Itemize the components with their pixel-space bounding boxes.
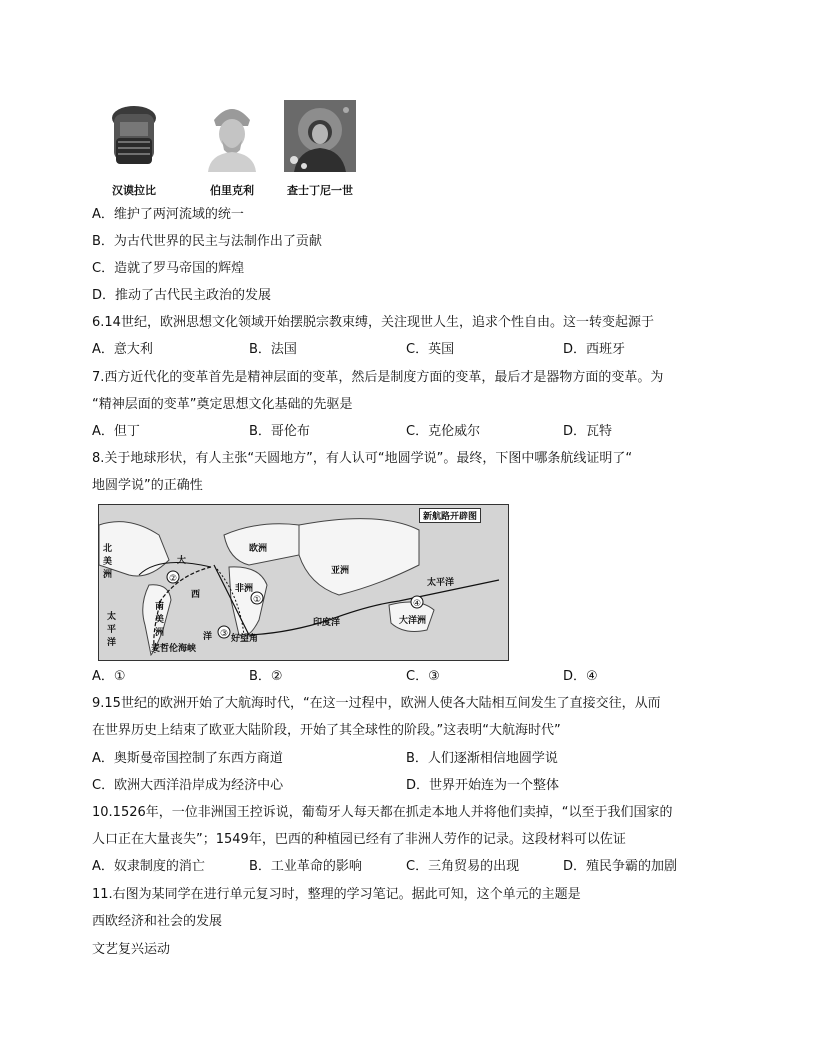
map-label: 大洋洲 <box>399 616 427 626</box>
q9-option-b: B．人们逐渐相信地圆学说 <box>406 751 558 766</box>
q6-stem: 6.14世纪，欧洲思想文化领域开始摆脱宗教束缚，关注现世人生，追求个性自由。这一转变起源于 <box>92 315 654 330</box>
map-label: 太平洋 <box>107 612 117 648</box>
map-label: 大 <box>177 556 187 566</box>
justinian-mosaic-image <box>284 100 356 172</box>
q5-option-d: D．推动了古代民主政治的发展 <box>92 288 272 303</box>
map-label: 南美洲 <box>155 602 165 638</box>
map-label: 非洲 <box>235 584 254 594</box>
q6-option-d: D．西班牙 <box>563 342 626 357</box>
route-label: ② <box>168 574 178 584</box>
q9-option-d: D．世界开始连为一个整体 <box>406 778 560 793</box>
q8-option-a: A．① <box>92 669 126 684</box>
map-label: 洋 <box>203 632 213 642</box>
q10-option-c: C．三角贸易的出现 <box>406 859 520 874</box>
q7-option-d: D．瓦特 <box>563 424 613 439</box>
map-label: 太平洋 <box>427 578 455 588</box>
q11-note-line2: 文艺复兴运动 <box>92 942 171 957</box>
route-label: ④ <box>412 599 422 609</box>
map-label: 北美洲 <box>103 544 113 580</box>
q6-option-b: B．法国 <box>249 342 297 357</box>
map-label: 印度洋 <box>313 618 341 628</box>
q8-option-b: B．② <box>249 669 283 684</box>
hammurabi-statue-image <box>98 100 170 172</box>
q7-option-c: C．克伦威尔 <box>406 424 481 439</box>
q10-stem-line2: 人口正在大量丧失”；1549年，巴西的种植园已经有了非洲人劳作的记录。这段材料可以佐证 <box>92 832 626 847</box>
q6-option-a: A．意大利 <box>92 342 153 357</box>
portrait-caption: 查士丁尼一世 <box>287 184 353 197</box>
map-title: 新航路开辟图 <box>419 508 481 523</box>
new-routes-map <box>98 504 509 661</box>
map-label: 麦哲伦海峡 <box>151 644 197 654</box>
route-label: ① <box>252 595 262 605</box>
q10-option-b: B．工业革命的影响 <box>249 859 362 874</box>
q9-stem-line2: 在世界历史上结束了欧亚大陆阶段，开始了其全球性的阶段。”这表明“大航海时代” <box>92 723 561 738</box>
q10-option-a: A．奴隶制度的消亡 <box>92 859 205 874</box>
portrait-caption: 伯里克利 <box>210 184 254 197</box>
q10-stem-line1: 10.1526年，一位非洲国王控诉说，葡萄牙人每天都在抓走本地人并将他们卖掉，“以至于我们国家的 <box>92 805 673 820</box>
q5-option-c: C．造就了罗马帝国的辉煌 <box>92 261 245 276</box>
map-label: 西 <box>191 590 201 600</box>
q8-stem-line2: 地圆学说”的正确性 <box>92 478 203 493</box>
q8-stem-line1: 8.关于地球形状，有人主张“天圆地方”，有人认可“地圆学说”。最终，下图中哪条航线证明了“ <box>92 451 633 466</box>
route-label: ③ <box>219 629 229 639</box>
q6-option-c: C．英国 <box>406 342 455 357</box>
portrait-caption: 汉谟拉比 <box>112 184 156 197</box>
q5-option-a: A．维护了两河流域的统一 <box>92 207 244 222</box>
q8-option-d: D．④ <box>563 669 598 684</box>
q7-stem-line1: 7.西方近代化的变革首先是精神层面的变革，然后是制度方面的变革，最后才是器物方面的变革。为 <box>92 370 664 385</box>
q11-stem: 11.右图为某同学在进行单元复习时，整理的学习笔记。据此可知，这个单元的主题是 <box>92 887 581 902</box>
q7-option-a: A．但丁 <box>92 424 140 439</box>
q7-option-b: B．哥伦布 <box>249 424 310 439</box>
map-label: 好望角 <box>231 634 259 644</box>
q8-option-c: C．③ <box>406 669 440 684</box>
q10-option-d: D．殖民争霸的加剧 <box>563 859 678 874</box>
q5-option-b: B．为古代世界的民主与法制作出了贡献 <box>92 234 322 249</box>
q9-option-a: A．奥斯曼帝国控制了东西方商道 <box>92 751 283 766</box>
q9-option-c: C．欧洲大西洋沿岸成为经济中心 <box>92 778 284 793</box>
q7-stem-line2: “精神层面的变革”奠定思想文化基础的先驱是 <box>92 397 353 412</box>
q9-stem-line1: 9.15世纪的欧洲开始了大航海时代，“在这一过程中，欧洲人使各大陆相互间发生了直接交往，从而 <box>92 696 661 711</box>
pericles-bust-image <box>196 100 268 172</box>
map-label: 欧洲 <box>249 544 268 554</box>
q11-note-line1: 西欧经济和社会的发展 <box>92 914 223 929</box>
map-label: 亚洲 <box>331 566 350 576</box>
